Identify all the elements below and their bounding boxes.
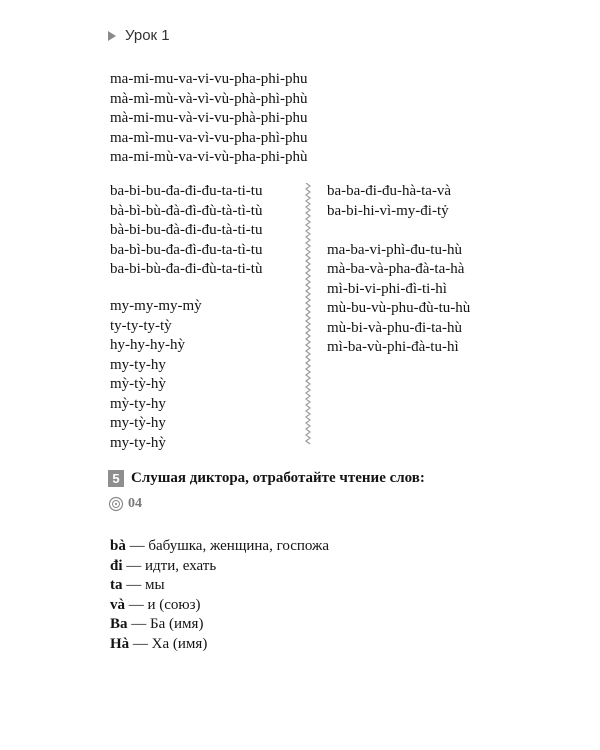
drill-line: ba-bi-hi-vì-my-đi-tỷ	[327, 202, 449, 219]
drill-line: ba-bì-bu-đa-đì-đu-ta-tì-tu	[110, 241, 263, 258]
drill-line: mù-bi-và-phu-đi-ta-hù	[327, 319, 462, 336]
drill-line: ma-mi-mù-va-vi-vù-pha-phi-phù	[110, 149, 308, 165]
vocab-translation: — Ха (имя)	[129, 635, 208, 652]
drill-line: ma-ba-vi-phì-đu-tu-hù	[327, 241, 462, 258]
drill-block-3	[110, 297, 202, 453]
task-number-badge: 5	[108, 470, 124, 487]
vocab-word: và	[110, 596, 125, 613]
vocab-translation: — бабушка, женщина, госпожа	[125, 538, 330, 554]
drill-line: bà-bi-bu-đà-đi-đu-tà-ti-tu	[110, 222, 263, 238]
triangle-right-icon	[108, 31, 116, 41]
drill-line: ba-bi-bù-đa-đi-đù-ta-ti-tù	[110, 261, 263, 277]
drill-line: bà-bì-bù-đà-đì-đù-tà-tì-tù	[110, 202, 263, 219]
drill-line: hy-hy-hy-hỳ	[110, 337, 185, 353]
drill-line: my-tỳ-hy	[110, 415, 166, 431]
drill-block-right	[327, 182, 470, 358]
vocab-translation: — идти, ехать	[122, 557, 217, 574]
zigzag-divider	[304, 183, 312, 445]
drill-line: my-ty-hy	[110, 356, 166, 373]
vocab-translation: — мы	[122, 577, 165, 593]
drill-line: mù-bu-vù-phu-đù-tu-hù	[327, 300, 471, 316]
vocab-word: ta	[110, 577, 123, 593]
vocab-translation: — и (союз)	[125, 596, 201, 613]
drill-line: ba-bi-bu-đa-đi-đu-ta-ti-tu	[110, 183, 263, 199]
vocab-item	[110, 557, 329, 577]
vocab-item	[110, 576, 329, 596]
drill-block-2	[110, 182, 262, 280]
drill-line: mà-ba-và-pha-đà-ta-hà	[327, 261, 465, 277]
drill-line: mà-mi-mu-và-vi-vu-phà-phi-phu	[110, 110, 308, 126]
drill-line: mỳ-ty-hy	[110, 395, 166, 412]
vocab-item	[110, 537, 329, 557]
drill-line: mì-ba-vù-phi-đà-tu-hì	[327, 339, 459, 355]
vocab-item	[110, 596, 329, 616]
vocab-translation: — Ба (имя)	[127, 616, 204, 632]
drill-line: mì-bi-vi-phi-đì-ti-hì	[327, 280, 447, 297]
vocab-item	[110, 635, 329, 655]
drill-line: my-ty-hỳ	[110, 434, 166, 451]
task-instruction: Слушая диктора, отработайте чтение слов:	[131, 470, 425, 486]
audio-disc-icon	[108, 496, 124, 512]
drill-line: ma-mì-mu-va-vì-vu-pha-phì-phu	[110, 129, 308, 146]
drill-line: ty-ty-ty-tỳ	[110, 317, 172, 334]
vocab-word: Hà	[110, 635, 130, 652]
task-heading	[108, 470, 425, 487]
vocab-word: đi	[110, 557, 123, 574]
drill-block-1	[110, 70, 307, 168]
lesson-title: Урок 1	[125, 27, 170, 44]
vocab-word: bà	[110, 538, 126, 554]
drill-line: ba-ba-đi-đu-hà-ta-và	[327, 183, 452, 199]
vocabulary-list	[110, 537, 329, 654]
drill-line: my-my-my-mỳ	[110, 298, 202, 314]
drill-line: mỳ-tỳ-hỳ	[110, 376, 166, 392]
drill-line: ma-mi-mu-va-vi-vu-pha-phi-phu	[110, 71, 308, 87]
drill-line: mà-mì-mù-và-vì-vù-phà-phì-phù	[110, 90, 308, 107]
vocab-word: Ba	[110, 616, 128, 632]
track-number: 04	[128, 496, 142, 511]
vocab-item	[110, 615, 329, 635]
audio-track	[108, 496, 142, 512]
lesson-header	[108, 27, 170, 44]
